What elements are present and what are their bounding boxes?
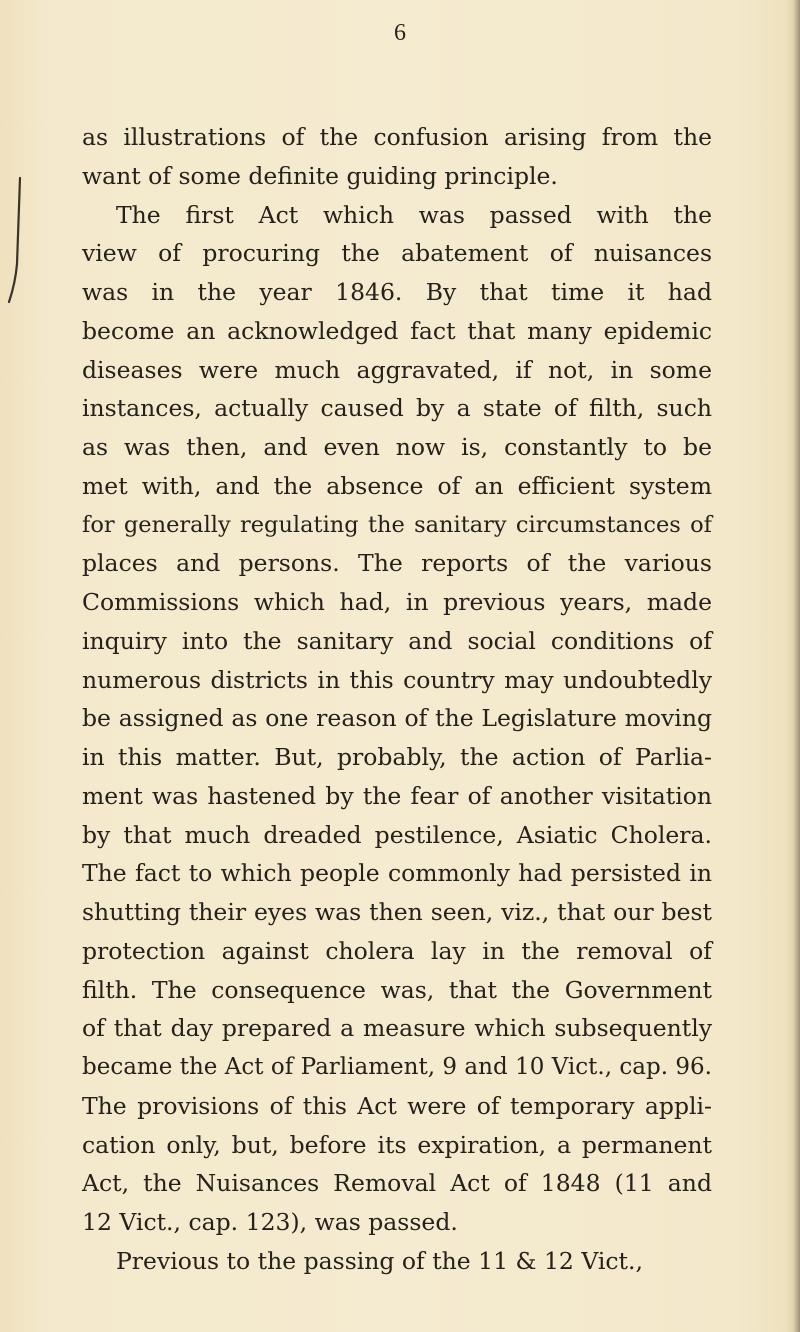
text-line: by that much dreaded pestilence, Asiatic Cholera. xyxy=(82,820,712,849)
text-line: met with, and the absence of an efficient system xyxy=(82,471,712,500)
text-line: diseases were much aggravated, if not, in some xyxy=(82,355,712,384)
text-line: for generally regulating the sanitary circumstances of xyxy=(82,511,712,538)
text-line: The first Act which was passed with the xyxy=(116,200,712,229)
text-line: as illustrations of the confusion arising from the xyxy=(82,123,712,151)
text-line: numerous districts in this country may undoubtedly xyxy=(82,665,712,694)
text-line: protection against cholera lay in the removal of xyxy=(82,936,712,965)
text-line: Previous to the passing of the 11 & 12 Vict., xyxy=(116,1246,643,1275)
text-line: The fact to which people commonly had persisted in xyxy=(82,859,712,888)
text-line: become an acknowledged fact that many epidemic xyxy=(82,316,712,345)
page-number: 6 xyxy=(394,20,406,46)
text-line: view of procuring the abatement of nuisances xyxy=(82,239,712,268)
text-line: was in the year 1846. By that time it had xyxy=(82,278,712,306)
body-text xyxy=(82,118,712,1281)
text-line: 12 Vict., cap. 123), was passed. xyxy=(82,1208,458,1236)
page-edge-shadow xyxy=(786,0,800,1332)
text-line: places and persons. The reports of the various xyxy=(82,549,712,578)
text-line: cation only, but, before its expiration, a permanent xyxy=(82,1130,712,1159)
text-line: instances, actually caused by a state of filth, such xyxy=(82,394,712,423)
text-line: inquiry into the sanitary and social conditions of xyxy=(82,626,712,655)
text-line: Commissions which had, in previous years, made xyxy=(82,588,712,616)
text-line: be assigned as one reason of the Legislature moving xyxy=(82,704,712,733)
text-line: Act, the Nuisances Removal Act of 1848 (11 and xyxy=(82,1169,712,1198)
text-line: shutting their eyes was then seen, viz., that our best xyxy=(82,898,712,926)
text-line: in this matter. But, probably, the action of Parlia- xyxy=(82,743,712,771)
margin-pencil-mark xyxy=(6,176,30,306)
text-line: The provisions of this Act were of temporary appli- xyxy=(82,1091,712,1120)
text-line: became the Act of Parliament, 9 and 10 Vict., cap. 96. xyxy=(82,1054,712,1080)
text-line: want of some definite guiding principle. xyxy=(82,161,558,190)
text-line: of that day prepared a measure which subsequently xyxy=(82,1014,712,1043)
text-line: ment was hastened by the fear of another visitation xyxy=(82,781,712,810)
text-line: as was then, and even now is, constantly to be xyxy=(82,433,712,461)
text-line: filth. The consequence was, that the Government xyxy=(82,975,712,1004)
